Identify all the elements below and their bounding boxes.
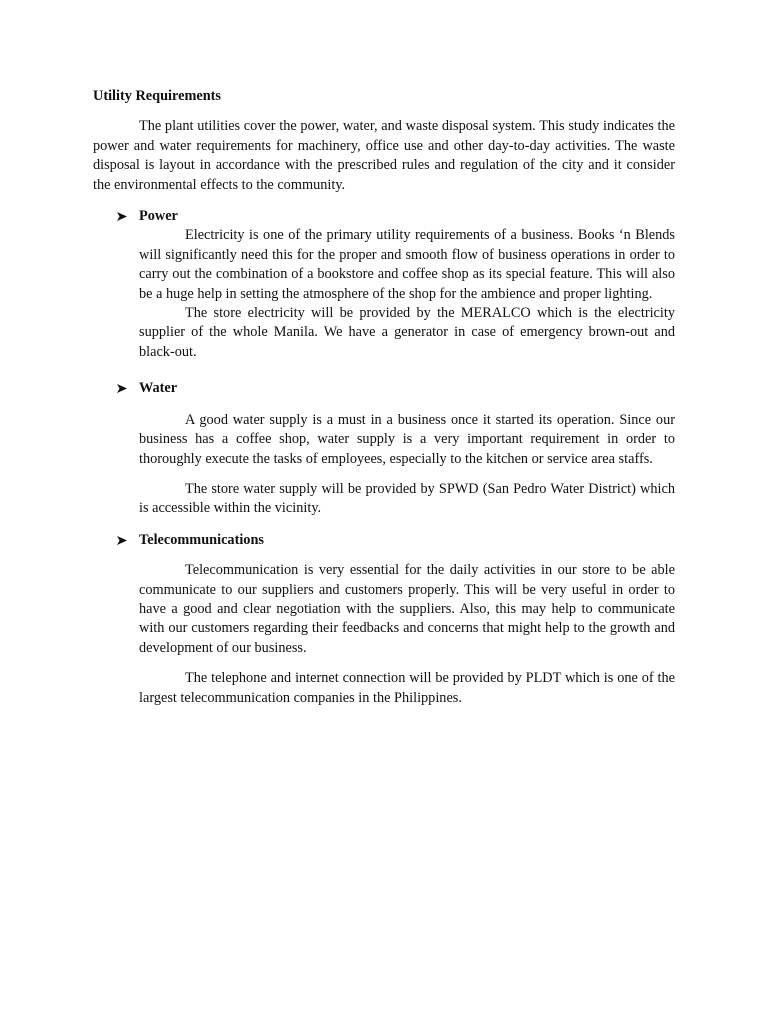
water-paragraph-1: A good water supply is a must in a business once it started its operation. Since our business has a coffee shop, water supply is a very important requirement in order to thoroughly execute the tasks of employees, especially to the kitchen or service area staffs. — [139, 411, 675, 467]
section-heading-water: Water — [139, 380, 178, 397]
document-body — [93, 87, 675, 708]
arrowhead-bullet-icon — [115, 207, 129, 226]
water-paragraph-2: The store water supply will be provided by SPWD (San Pedro Water District) which is accessible within the vicinity. — [139, 480, 675, 517]
section-power — [139, 207, 675, 362]
telecom-paragraph-2: The telephone and internet connection will be provided by PLDT which is one of the largest telecommunication companies in the Philippines. — [139, 670, 675, 706]
intro-paragraph: The plant utilities cover the power, water, and waste disposal system. This study indicates the power and water requirements for machinery, office use and other day-to-day activities. The waste disposal is layout in accordance with the prescribed rules and regulation of the city and it consider the environmental effects to the community. — [93, 118, 675, 193]
section-telecommunications — [139, 531, 675, 708]
section-heading-telecommunications: Telecommunications — [139, 531, 264, 548]
power-paragraph-1: Electricity is one of the primary utility requirements of a business. Books ‘n Blends will significantly need this for the proper and smooth flow of business operations in order to carry out the combination of a bookstore and coffee shop as its special feature. This will also be a huge help in setting the atmosphere of the shop for the ambience and proper lighting. — [139, 227, 675, 302]
arrowhead-bullet-icon — [115, 531, 129, 550]
telecom-paragraph-1: Telecommunication is very essential for the daily activities in our store to be able communicate to our suppliers and customers properly. This will be very useful in order to have a good and clear negotiation with the suppliers. Also, this may help to communicate with our customers regarding their feedbacks and concerns that might help to the growth and development of our business. — [139, 562, 675, 656]
power-paragraph-2: The store electricity will be provided by the MERALCO which is the electricity supplier of the whole Manila. We have a generator in case of emergency brown-out and black-out. — [139, 305, 675, 360]
section-water — [139, 379, 675, 518]
arrowhead-bullet-icon — [115, 379, 129, 398]
document-title: Utility Requirements — [93, 88, 221, 104]
section-heading-power: Power — [139, 208, 178, 225]
